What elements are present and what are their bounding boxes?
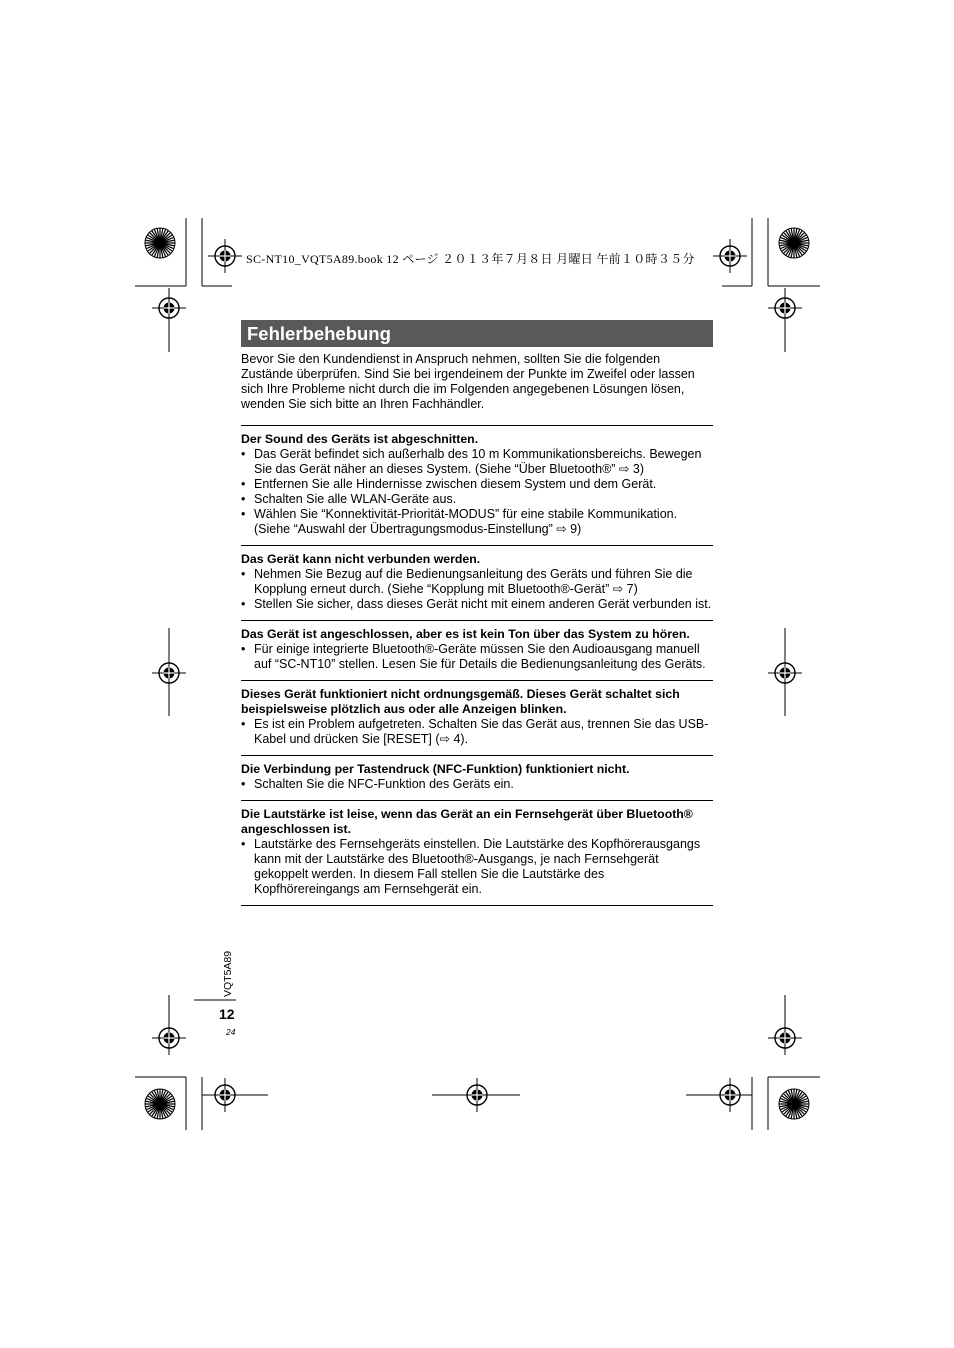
page-title: Fehlerbehebung [247,323,391,344]
main-content [241,352,713,906]
solution-item: • Das Gerät befindet sich außerhalb des 10 m Kommunikationsbereichs. Bewegen Sie das Gerät näher an dieses System. (Siehe “Über Bluetooth®” ⇨ 3) [241,447,713,477]
solution-item: • Schalten Sie alle WLAN-Geräte aus. [241,492,713,507]
section-heading: Die Lautstärke ist leise, wenn das Gerät an ein Fernsehgerät über Bluetooth® angeschlossen ist. [241,807,693,836]
troubleshoot-section-nfc [241,755,713,800]
section-heading: Das Gerät kann nicht verbunden werden. [241,552,481,566]
solution-item: • Wählen Sie “Konnektivität-Priorität-MODUS” für eine stabile Kommunikation. (Siehe “Auswahl der Übertragungsmodus-Einstellung” ⇨ 9) [241,507,713,537]
section-heading: Der Sound des Geräts ist abgeschnitten. [241,432,479,446]
solution-list [241,447,713,537]
troubleshoot-section-tv-volume [241,800,713,906]
document-code: VQT5A89 [222,950,234,997]
print-file-header: SC-NT10_VQT5A89.book 12 ページ ２０１３年７月８日 月曜日 午前１０時３５分 [246,252,695,266]
solution-item: • Entfernen Sie alle Hindernisse zwischen diesem System und dem Gerät. [241,477,713,492]
solution-item: • Stellen Sie sicher, dass dieses Gerät nicht mit einem anderen Gerät verbunden ist. [241,597,713,612]
section-heading: Die Verbindung per Tastendruck (NFC-Funktion) funktioniert nicht. [241,762,630,776]
section-heading: Dieses Gerät funktioniert nicht ordnungsgemäß. Dieses Gerät schaltet sich beispielsweise plötzlich aus oder alle Anzeigen blinken. [241,687,680,716]
section-heading: Das Gerät ist angeschlossen, aber es ist kein Ton über das System zu hören. [241,627,690,641]
solution-list [241,642,713,672]
page-title-bar [241,320,713,347]
troubleshoot-section-malfunction [241,680,713,755]
solution-list [241,777,713,792]
troubleshoot-section-sound-cut [241,425,713,545]
solution-item: • Schalten Sie die NFC-Funktion des Geräts ein. [241,777,713,792]
solution-list [241,837,713,897]
troubleshoot-section-no-sound [241,620,713,680]
troubleshoot-section-cannot-connect [241,545,713,620]
page-sub-number: 24 [226,1027,236,1037]
solution-list [241,567,713,612]
solution-item: • Für einige integrierte Bluetooth®-Geräte müssen Sie den Audioausgang manuell auf “SC-NT10” stellen. Lesen Sie für Details die Bedienungsanleitung des Geräts. [241,642,713,672]
solution-item: • Es ist ein Problem aufgetreten. Schalten Sie das Gerät aus, trennen Sie das USB-Kabel und drücken Sie [RESET] (⇨ 4). [241,717,713,747]
page-number: 12 [219,1006,235,1022]
solution-list [241,717,713,747]
solution-item: • Lautstärke des Fernsehgeräts einstellen. Die Lautstärke des Kopfhörerausgangs kann mit der Lautstärke des Bluetooth®-Ausgangs, je nach Fernsehgerät gekoppelt werden. In diesem Fall stellen Sie die Lautstärke des Kopfhörereingangs am Fernsehgerät ein. [241,837,713,897]
solution-item: • Nehmen Sie Bezug auf die Bedienungsanleitung des Geräts und führen Sie die Kopplung erneut durch. (Siehe “Kopplung mit Bluetooth®-Gerät” ⇨ 7) [241,567,713,597]
intro-paragraph: Bevor Sie den Kundendienst in Anspruch nehmen, sollten Sie die folgenden Zustände überprüfen. Sind Sie bei irgendeinem der Punkte im Zweifel oder lassen sich Ihre Probleme nicht durch die im Folgenden angegebenen Lösungen lösen, wenden Sie sich bitte an Ihren Fachhändler. [241,352,695,411]
